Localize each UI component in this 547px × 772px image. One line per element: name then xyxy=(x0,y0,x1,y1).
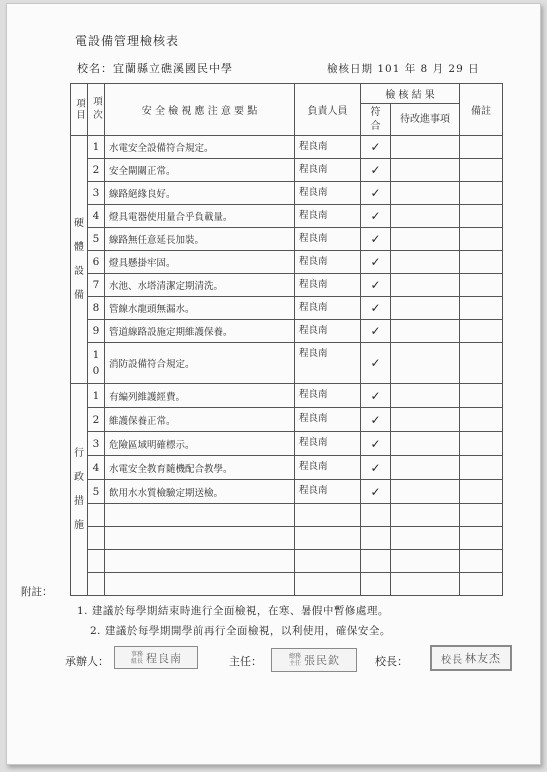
conform-check: ✓ xyxy=(361,408,391,432)
header-row-1 xyxy=(71,84,503,104)
handler-stamp xyxy=(114,646,198,669)
conform-check: ✓ xyxy=(361,205,391,228)
improve-cell xyxy=(391,228,460,251)
remark-cell xyxy=(460,343,503,384)
remark-cell xyxy=(460,408,503,432)
responsible-person: 程良南 xyxy=(295,384,361,408)
note-2: 2. 建議於每學期開學前再行全面檢視，以利使用，確保安全。 xyxy=(90,625,391,637)
improve-cell xyxy=(391,159,460,182)
table-row xyxy=(71,205,503,228)
row-number: 9 xyxy=(88,320,105,343)
principal-stamp xyxy=(430,645,512,671)
empty-cell xyxy=(361,504,391,527)
handler-label: 承辦人： xyxy=(65,655,109,668)
responsible-person: 程良南 xyxy=(295,480,361,504)
table-row xyxy=(71,136,503,159)
remark-cell xyxy=(460,432,503,456)
conform-check: ✓ xyxy=(361,384,391,408)
check-point: 飲用水水質檢驗定期送檢。 xyxy=(105,480,295,504)
inspection-table xyxy=(70,83,503,596)
check-point: 水電安全教育隨機配合教學。 xyxy=(105,456,295,480)
table-row xyxy=(71,527,503,550)
school-line xyxy=(77,60,233,76)
improve-cell xyxy=(391,205,460,228)
responsible-person: 程良南 xyxy=(295,159,361,182)
responsible-person: 程良南 xyxy=(295,320,361,343)
school-label: 校名： xyxy=(77,62,113,75)
remark-cell xyxy=(460,251,503,274)
table-row xyxy=(71,480,503,504)
remark-cell xyxy=(460,456,503,480)
improve-cell xyxy=(391,274,460,297)
remark-cell xyxy=(460,136,503,159)
table-row xyxy=(71,573,503,596)
improve-cell xyxy=(391,384,460,408)
handler-stamp-name: 程良南 xyxy=(146,651,182,665)
empty-cell xyxy=(105,573,295,596)
principal-label: 校長： xyxy=(375,655,408,668)
check-point: 維護保養正常。 xyxy=(105,408,295,432)
row-number: 10 xyxy=(88,343,105,384)
remark-cell xyxy=(460,182,503,205)
row-number: 8 xyxy=(88,297,105,320)
responsible-person: 程良南 xyxy=(295,456,361,480)
conform-check: ✓ xyxy=(361,343,391,384)
empty-cell xyxy=(88,504,105,527)
empty-cell xyxy=(295,504,361,527)
conform-check: ✓ xyxy=(361,456,391,480)
school-name: 宜蘭縣立礁溪國民中學 xyxy=(113,62,233,75)
remark-cell xyxy=(460,274,503,297)
check-point: 消防設備符合規定。 xyxy=(105,343,295,384)
header-improve: 待改進事項 xyxy=(391,104,460,136)
improve-cell xyxy=(391,320,460,343)
empty-cell xyxy=(361,573,391,596)
row-number: 7 xyxy=(88,274,105,297)
row-number: 1 xyxy=(88,384,105,408)
check-point: 管道線路設施定期維護保養。 xyxy=(105,320,295,343)
check-point: 危險區域明確標示。 xyxy=(105,432,295,456)
empty-cell xyxy=(88,550,105,573)
conform-check: ✓ xyxy=(361,182,391,205)
check-point: 線路無任意延長加裝。 xyxy=(105,228,295,251)
director-label: 主任： xyxy=(229,655,262,668)
table-row xyxy=(71,274,503,297)
responsible-person: 程良南 xyxy=(295,182,361,205)
row-number: 5 xyxy=(88,480,105,504)
remark-cell xyxy=(460,205,503,228)
table-row xyxy=(71,432,503,456)
row-number: 4 xyxy=(88,456,105,480)
empty-cell xyxy=(88,527,105,550)
improve-cell xyxy=(391,456,460,480)
check-point: 管線水龍頭無漏水。 xyxy=(105,297,295,320)
check-point: 線路絕緣良好。 xyxy=(105,182,295,205)
row-number: 4 xyxy=(88,205,105,228)
conform-check: ✓ xyxy=(361,297,391,320)
check-point: 水電安全設備符合規定。 xyxy=(105,136,295,159)
row-number: 1 xyxy=(88,136,105,159)
header-remark: 備註 xyxy=(460,84,503,136)
director-stamp-name: 張民欽 xyxy=(304,654,340,667)
document-page xyxy=(6,3,541,765)
improve-cell xyxy=(391,136,460,159)
remark-cell xyxy=(460,550,503,573)
empty-cell xyxy=(105,527,295,550)
responsible-person: 程良南 xyxy=(295,343,361,384)
conform-check: ✓ xyxy=(361,136,391,159)
table-row xyxy=(71,182,503,205)
row-number: 2 xyxy=(88,159,105,182)
table-row xyxy=(71,159,503,182)
row-number: 3 xyxy=(88,182,105,205)
improve-cell xyxy=(391,432,460,456)
empty-cell xyxy=(105,504,295,527)
empty-cell xyxy=(295,527,361,550)
conform-check: ✓ xyxy=(361,251,391,274)
conform-check: ✓ xyxy=(361,480,391,504)
conform-check: ✓ xyxy=(361,274,391,297)
empty-cell xyxy=(295,573,361,596)
responsible-person: 程良南 xyxy=(295,432,361,456)
handler-stamp-title: 事務組長 xyxy=(130,650,143,665)
conform-check: ✓ xyxy=(361,432,391,456)
principal-stamp-title: 校長 xyxy=(441,654,463,666)
header-points: 安 全 檢 視 應 注 意 要 點 xyxy=(105,84,295,136)
table-row xyxy=(71,456,503,480)
section-hardware: 硬 體 設 備 xyxy=(71,136,88,384)
empty-cell xyxy=(295,550,361,573)
check-point: 有編列維護經費。 xyxy=(105,384,295,408)
improve-cell xyxy=(391,573,460,596)
responsible-person: 程良南 xyxy=(295,297,361,320)
remark-cell xyxy=(460,504,503,527)
improve-cell xyxy=(391,343,460,384)
table-row xyxy=(71,251,503,274)
row-number: 2 xyxy=(88,408,105,432)
table-row xyxy=(71,297,503,320)
inspection-date: 檢核日期 101 年 8 月 29 日 xyxy=(327,63,480,75)
director-stamp xyxy=(271,648,357,672)
hardware-section xyxy=(71,136,503,384)
responsible-person: 程良南 xyxy=(295,136,361,159)
improve-cell xyxy=(391,480,460,504)
check-point: 水池、水塔清潔定期清洗。 xyxy=(105,274,295,297)
remark-cell xyxy=(460,320,503,343)
improve-cell xyxy=(391,182,460,205)
table-row xyxy=(71,550,503,573)
improve-cell xyxy=(391,550,460,573)
improve-cell xyxy=(391,408,460,432)
remark-cell xyxy=(460,228,503,251)
principal-stamp-name: 林友杰 xyxy=(465,652,501,665)
remark-cell xyxy=(460,159,503,182)
improve-cell xyxy=(391,504,460,527)
empty-cell xyxy=(88,573,105,596)
row-number: 5 xyxy=(88,228,105,251)
conform-check: ✓ xyxy=(361,159,391,182)
header-item: 項目 xyxy=(71,84,88,136)
table-row xyxy=(71,320,503,343)
empty-cell xyxy=(105,550,295,573)
notes-label: 附註： xyxy=(21,586,53,598)
director-stamp-title: 總務主任 xyxy=(288,653,301,667)
remark-cell xyxy=(460,527,503,550)
check-point: 燈具懸掛牢固。 xyxy=(105,251,295,274)
section-admin: 行 政 措 施 xyxy=(71,384,88,596)
form-title: 電設備管理檢核表 xyxy=(75,34,180,48)
responsible-person: 程良南 xyxy=(295,228,361,251)
header-result: 檢 核 結 果 xyxy=(361,84,460,104)
conform-check: ✓ xyxy=(361,320,391,343)
remark-cell xyxy=(460,297,503,320)
table-row xyxy=(71,228,503,251)
responsible-person: 程良南 xyxy=(295,274,361,297)
improve-cell xyxy=(391,251,460,274)
responsible-person: 程良南 xyxy=(295,205,361,228)
responsible-person: 程良南 xyxy=(295,251,361,274)
improve-cell xyxy=(391,527,460,550)
remark-cell xyxy=(460,573,503,596)
remark-cell xyxy=(460,384,503,408)
improve-cell xyxy=(391,297,460,320)
header-no: 項次 xyxy=(88,84,105,136)
responsible-person: 程良南 xyxy=(295,408,361,432)
remark-cell xyxy=(460,480,503,504)
admin-section xyxy=(71,384,503,596)
check-point: 燈具電器使用量合乎負載量。 xyxy=(105,205,295,228)
table-row xyxy=(71,504,503,527)
header-conform: 符合 xyxy=(361,104,391,136)
empty-cell xyxy=(361,550,391,573)
row-number: 6 xyxy=(88,251,105,274)
table-row xyxy=(71,343,503,384)
check-point: 安全閘關正常。 xyxy=(105,159,295,182)
row-number: 3 xyxy=(88,432,105,456)
empty-cell xyxy=(361,527,391,550)
conform-check: ✓ xyxy=(361,228,391,251)
header-person: 負責人員 xyxy=(295,84,361,136)
note-1: 1. 建議於每學期結束時進行全面檢視，在寒、暑假中暫修處理。 xyxy=(77,605,389,617)
table-row xyxy=(71,384,503,408)
table-row xyxy=(71,408,503,432)
